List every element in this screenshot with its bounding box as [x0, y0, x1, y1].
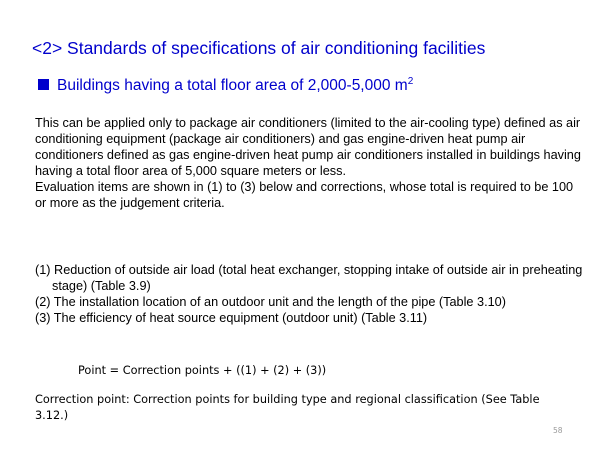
list-item: (3) The efficiency of heat source equipment (outdoor unit) (Table 3.11)	[35, 311, 428, 326]
subtitle	[38, 76, 578, 96]
slide-title: <2> Standards of specifications of air conditioning facilities	[32, 38, 486, 58]
point-formula: Point = Correction points + ((1) + (2) + (3))	[78, 364, 327, 377]
body-text	[35, 115, 583, 212]
paragraph-evaluation: Evaluation items are shown in (1) to (3) below and corrections, whose total is required to be 100 or more as the judgement criteria.	[35, 180, 574, 211]
page-number: 58	[553, 426, 563, 435]
list-item: (1) Reduction of outside air load (total heat exchanger, stopping intake of outside air in preheating stage) (Table 3.9)	[35, 263, 583, 294]
evaluation-items-list	[35, 262, 583, 326]
subtitle-text: Buildings having a total floor area of 2,000-5,000 $m^2$	[57, 75, 414, 94]
correction-note: Correction point: Correction points for building type and regional classification (See Table 3.12.)	[35, 393, 540, 422]
subtitle-superscript: 2	[407, 75, 414, 87]
list-item: (2) The installation location of an outdoor unit and the length of the pipe (Table 3.10)	[35, 295, 506, 310]
paragraph-applicability: This can be applied only to package air conditioners (limited to the air-cooling type) defined as air conditioning equipment (package air conditioners) and gas engine-driven heat pump air conditioners defined as gas engine-driven heat pump air conditioners installed in buildings having having a total floor area of 5,000 square meters or less.	[35, 116, 581, 179]
square-bullet-icon	[38, 79, 49, 90]
